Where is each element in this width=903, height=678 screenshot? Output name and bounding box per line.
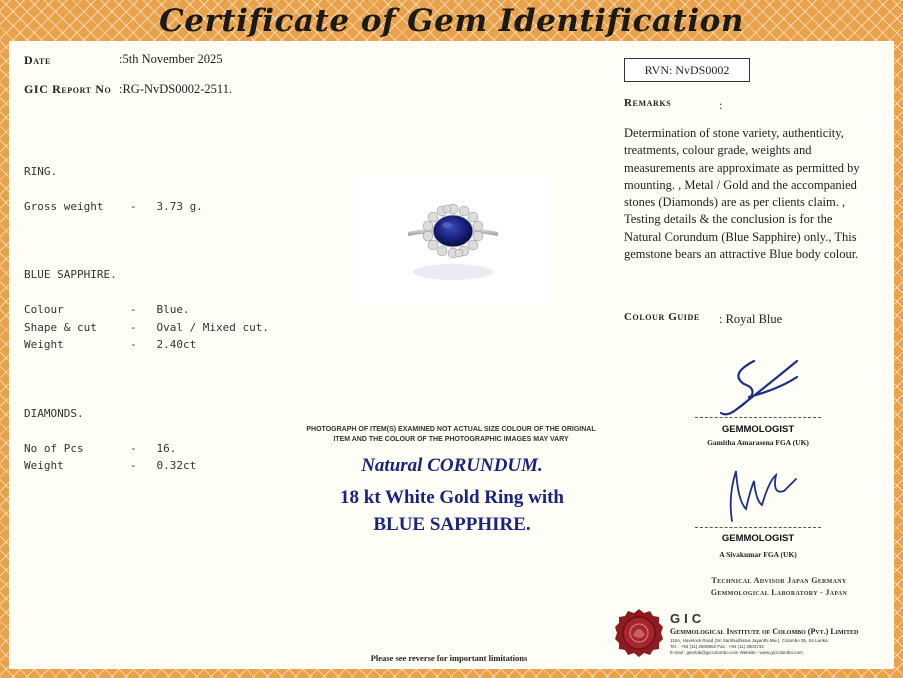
gic-full-name: Gemmological Institute of Colombo (Pvt.) Limited (670, 627, 859, 636)
signature-1-graphic (709, 349, 819, 421)
advisor-line-1: Technical Advisor Japan Germany (711, 576, 847, 585)
gic-phone: Tel. : +94 (11) 2509652 Fax : +94 (11) 2503732 (670, 644, 764, 649)
report-value: :RG-NvDS0002-2511. (119, 82, 233, 96)
conclusion-line-2: 18 kt White Gold Ring with (340, 487, 564, 508)
gic-address: 115A, Havelock Road (Sri Sambudhatva Jayanthi Mw.), Colombo 05, Sri Lanka. (670, 638, 829, 643)
signature-2-line (695, 527, 821, 528)
diamonds-weight: Weight - 0.32ct (24, 459, 197, 472)
sapphire-shape: Shape & cut - Oval / Mixed cut. (24, 321, 270, 334)
conclusion-line-3: BLUE SAPPHIRE. (373, 514, 531, 535)
ring-heading: RING. (24, 165, 58, 178)
gic-brand: GIC (670, 611, 706, 626)
conclusion-item (297, 484, 607, 538)
certificate-body (9, 41, 894, 669)
ring-photo (353, 174, 551, 306)
gic-seal-icon (613, 607, 665, 659)
remarks-label: Remarks (624, 97, 672, 109)
sapphire-weight: Weight - 2.40ct (24, 338, 197, 351)
gross-weight: Gross weight - 3.73 g. (24, 200, 203, 213)
limitations-note: Please see reverse for important limitations (370, 653, 528, 663)
rvn-box: RVN: NvDS0002 (624, 58, 750, 82)
remarks-colon: : (719, 98, 723, 112)
diamonds-heading: DIAMONDS. (24, 407, 84, 420)
date-label: Date (24, 53, 51, 67)
photo-caption: PHOTOGRAPH OF ITEM(S) EXAMINED NOT ACTUAL SIZE COLOUR OF THE ORIGINAL ITEM AND THE COLOUR OF THE PHOTOGRAPHIC IMAGES MAY VARY (306, 426, 596, 443)
diamonds-pcs: No of Pcs - 16. (24, 442, 177, 455)
colour-guide-label: Colour Guide (624, 311, 700, 323)
report-label: GIC Report No (24, 82, 112, 96)
signature-1-name: Gamitha Amarasena FGA (UK) (707, 438, 809, 447)
remarks-text: Determination of stone variety, authenticity, treatments, colour grade, weights and measurements are approximate as permitted by mounting. , Metal / Gold and the accompanied stones (Diamonds) are as per clients claim. , Testing details & the conclusion is for the Natural Corundum (Blue Sapphire) only., This gemstone bears an attractive Blue body colour. (624, 126, 860, 262)
gic-email: E-mail : gemlab@giccolombo.com Website : www.giccolombo.com (670, 650, 803, 655)
signature-1-line (695, 417, 821, 418)
certificate-title: Certificate of Gem Identification (159, 3, 744, 39)
signature-2-graphic (714, 461, 804, 531)
signature-2-role: GEMMOLOGIST (721, 533, 795, 544)
colour-guide-value: : Royal Blue (719, 312, 783, 326)
conclusion-variety: Natural CORUNDUM. (361, 455, 543, 476)
signature-2-name: A Sivakumar FGA (UK) (719, 550, 797, 559)
date-value: :5th November 2025 (119, 52, 223, 66)
signature-1-role: GEMMOLOGIST (721, 424, 795, 435)
advisor-line-2: Gemmological Laboratory - Japan (710, 588, 848, 597)
sapphire-heading: BLUE SAPPHIRE. (24, 268, 117, 281)
sapphire-colour: Colour - Blue. (24, 303, 190, 316)
